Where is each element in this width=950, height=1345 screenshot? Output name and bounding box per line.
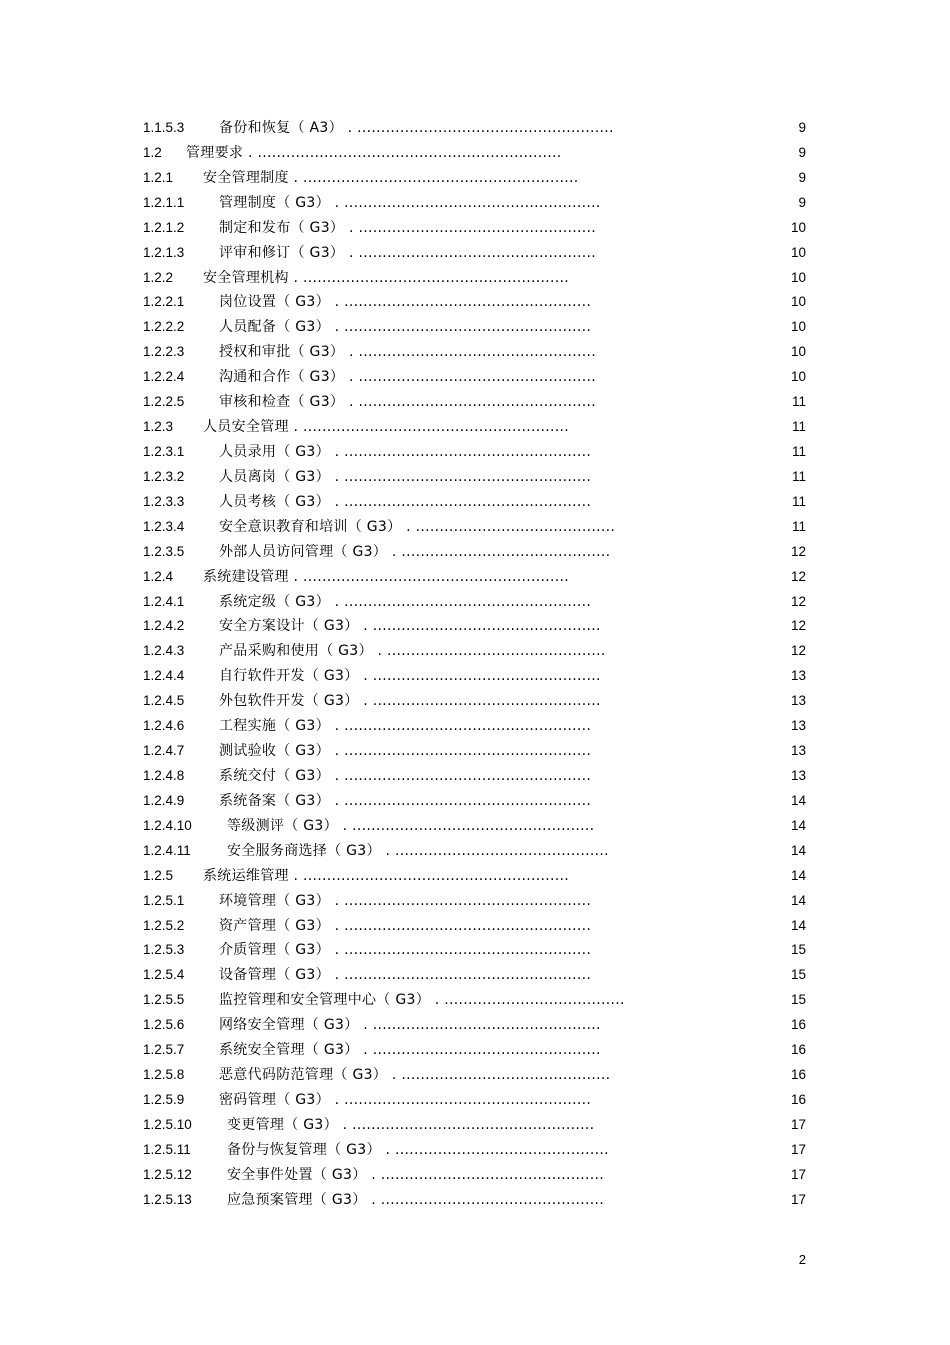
toc-entry-page: 13 (790, 767, 806, 783)
toc-entry-title: 变更管理（ G3） . ................................................... (227, 1116, 595, 1133)
toc-entry[interactable] (0, 714, 950, 739)
toc-entry-page: 14 (790, 917, 806, 933)
toc-entry-page: 14 (790, 842, 806, 858)
toc-entry-title: 应急预案管理（ G3） . ............................................... (227, 1191, 605, 1208)
toc-entry-number: 1.2.5.7 (143, 1042, 185, 1058)
toc-entry-number: 1.2.4.2 (143, 618, 185, 634)
table-of-contents (0, 116, 950, 1213)
toc-entry[interactable] (0, 515, 950, 540)
toc-entry-number: 1.2.1.2 (143, 219, 185, 235)
toc-entry-page: 14 (790, 792, 806, 808)
toc-entry-page: 11 (791, 419, 806, 435)
toc-entry[interactable] (0, 814, 950, 839)
toc-entry[interactable] (0, 614, 950, 639)
toc-entry-title: 人员安全管理 . ........................................................ (203, 419, 570, 436)
toc-entry-page: 10 (790, 319, 806, 335)
toc-entry-page: 16 (790, 1042, 806, 1058)
toc-entry-number: 1.2.2.1 (143, 294, 185, 310)
toc-entry-number: 1.2.2.3 (143, 344, 185, 360)
toc-entry[interactable] (0, 340, 950, 365)
toc-entry-page: 11 (791, 468, 806, 484)
toc-entry[interactable] (0, 1088, 950, 1113)
toc-entry-page: 16 (790, 1091, 806, 1107)
toc-entry-title: 管理制度（ G3） . ...................................................... (219, 194, 601, 211)
toc-entry-page: 12 (790, 618, 806, 634)
toc-entry-number: 1.2.1.3 (143, 244, 185, 260)
toc-entry-number: 1.2.5.2 (143, 917, 185, 933)
toc-entry-title: 授权和审批（ G3） . .................................................. (219, 344, 596, 361)
toc-entry-title: 等级测评（ G3） . ................................................... (227, 817, 595, 834)
toc-entry[interactable] (0, 789, 950, 814)
toc-entry[interactable] (0, 1163, 950, 1188)
toc-entry[interactable] (0, 988, 950, 1013)
toc-entry-page: 15 (790, 992, 806, 1008)
toc-entry[interactable] (0, 390, 950, 415)
toc-entry[interactable] (0, 490, 950, 515)
toc-entry[interactable] (0, 1038, 950, 1063)
toc-entry-title: 管理要求 . ................................................................ (186, 144, 562, 161)
toc-entry-page: 9 (798, 144, 806, 160)
toc-entry-page: 13 (790, 743, 806, 759)
toc-entry[interactable] (0, 864, 950, 889)
toc-entry-title: 人员考核（ G3） . .................................................... (219, 493, 592, 510)
toc-entry-number: 1.2.3.4 (143, 518, 185, 534)
toc-entry-number: 1.1.5.3 (143, 120, 185, 135)
toc-entry-title: 制定和发布（ G3） . .................................................. (219, 219, 596, 236)
toc-entry-number: 1.2.4.9 (143, 792, 185, 808)
toc-entry-number: 1.2.4.3 (143, 643, 185, 659)
toc-entry-page: 12 (790, 593, 806, 609)
toc-entry-title: 测试验收（ G3） . .................................................... (219, 743, 592, 760)
toc-entry-title: 密码管理（ G3） . .................................................... (219, 1091, 592, 1108)
toc-entry[interactable] (0, 764, 950, 789)
toc-entry-page: 12 (790, 643, 806, 659)
toc-entry-title: 系统运维管理 . ........................................................ (203, 867, 570, 884)
toc-entry-page: 17 (790, 1141, 806, 1157)
toc-entry-number: 1.2.2.5 (143, 394, 185, 410)
toc-entry-page: 17 (790, 1191, 806, 1207)
toc-entry-page: 9 (798, 194, 806, 210)
toc-entry-number: 1.2.3.2 (143, 468, 185, 484)
page-number: 2 (798, 1252, 806, 1267)
toc-entry-number: 1.2.5.8 (143, 1067, 185, 1083)
toc-entry-page: 10 (790, 294, 806, 310)
toc-entry-number: 1.2.4.10 (143, 817, 192, 833)
toc-entry-title: 备份和恢复（ A3） . ...................................................... (219, 120, 614, 136)
toc-entry-number: 1.2 (143, 144, 162, 160)
toc-entry[interactable] (0, 191, 950, 216)
toc-entry-page: 15 (790, 942, 806, 958)
toc-entry-title: 产品采购和使用（ G3） . .............................................. (219, 643, 606, 660)
toc-entry-title: 设备管理（ G3） . .................................................... (219, 967, 592, 984)
toc-entry-page: 10 (790, 219, 806, 235)
toc-entry-page: 15 (790, 967, 806, 983)
toc-entry-title: 系统安全管理（ G3） . ................................................ (219, 1042, 601, 1059)
toc-entry[interactable] (0, 415, 950, 440)
toc-entry-number: 1.2.5.5 (143, 992, 185, 1008)
toc-entry[interactable] (0, 216, 950, 241)
toc-entry-title: 安全管理机构 . ........................................................ (203, 269, 570, 286)
toc-entry[interactable] (0, 1138, 950, 1163)
toc-entry-title: 人员录用（ G3） . .................................................... (219, 443, 592, 460)
toc-entry-number: 1.2.4.8 (143, 767, 185, 783)
toc-entry-title: 安全意识教育和培训（ G3） . .......................................... (219, 518, 616, 535)
toc-entry-number: 1.2.4.4 (143, 668, 185, 684)
toc-entry[interactable] (0, 590, 950, 615)
toc-entry-page: 16 (790, 1067, 806, 1083)
toc-entry[interactable] (0, 290, 950, 315)
toc-entry[interactable] (0, 889, 950, 914)
toc-entry-number: 1.2.5.3 (143, 942, 185, 958)
toc-entry-title: 安全方案设计（ G3） . ................................................ (219, 618, 601, 635)
toc-entry[interactable] (0, 1188, 950, 1213)
toc-entry-number: 1.2.5.12 (143, 1166, 192, 1182)
toc-entry-title: 系统定级（ G3） . .................................................... (219, 593, 592, 610)
toc-entry[interactable] (0, 440, 950, 465)
toc-entry-number: 1.2.1 (143, 169, 174, 185)
toc-entry[interactable] (0, 315, 950, 340)
toc-entry-number: 1.2.5.11 (143, 1141, 191, 1157)
toc-entry-number: 1.2.4.1 (143, 593, 185, 609)
toc-entry[interactable] (0, 963, 950, 988)
toc-entry-title: 资产管理（ G3） . .................................................... (219, 917, 592, 934)
toc-entry-number: 1.2.5.9 (143, 1091, 185, 1107)
toc-entry[interactable] (0, 141, 950, 166)
toc-entry-number: 1.2.3.3 (143, 493, 185, 509)
toc-entry[interactable] (0, 689, 950, 714)
toc-entry-page: 17 (790, 1166, 806, 1182)
toc-entry-page: 13 (790, 668, 806, 684)
toc-entry-page: 16 (790, 1017, 806, 1033)
toc-entry-page: 9 (798, 120, 806, 135)
toc-entry-title: 审核和检查（ G3） . .................................................. (219, 394, 596, 411)
toc-entry[interactable] (0, 116, 950, 141)
toc-entry-title: 系统建设管理 . ........................................................ (203, 568, 570, 585)
toc-entry-page: 11 (791, 518, 806, 534)
toc-entry-page: 10 (790, 244, 806, 260)
toc-entry-page: 14 (790, 867, 806, 883)
toc-entry-title: 人员离岗（ G3） . .................................................... (219, 468, 592, 485)
toc-entry-title: 外包软件开发（ G3） . ................................................ (219, 693, 601, 710)
toc-entry-number: 1.2.3.1 (143, 443, 185, 459)
toc-entry[interactable] (0, 241, 950, 266)
toc-entry[interactable] (0, 166, 950, 191)
toc-entry-number: 1.2.2 (143, 269, 174, 285)
toc-entry-page: 11 (791, 443, 806, 459)
toc-entry-number: 1.2.2.4 (143, 369, 185, 385)
toc-entry-number: 1.2.5.6 (143, 1017, 185, 1033)
toc-entry-title: 系统交付（ G3） . .................................................... (219, 767, 592, 784)
toc-entry[interactable] (0, 1063, 950, 1088)
toc-entry-page: 11 (791, 493, 806, 509)
toc-entry-page: 14 (790, 892, 806, 908)
toc-entry[interactable] (0, 465, 950, 490)
toc-entry-number: 1.2.4.6 (143, 718, 185, 734)
toc-entry-number: 1.2.2.2 (143, 319, 185, 335)
toc-entry-number: 1.2.3.5 (143, 543, 185, 559)
toc-entry-title: 环境管理（ G3） . .................................................... (219, 892, 592, 909)
toc-entry-title: 外部人员访问管理（ G3） . ............................................ (219, 543, 611, 560)
toc-entry[interactable] (0, 664, 950, 689)
toc-entry[interactable] (0, 914, 950, 939)
toc-entry-number: 1.2.4.11 (143, 842, 191, 858)
toc-entry-title: 安全管理制度 . .......................................................... (203, 169, 579, 186)
toc-entry-page: 14 (790, 817, 806, 833)
toc-entry-number: 1.2.5 (143, 867, 174, 883)
toc-entry-title: 安全事件处置（ G3） . ............................................... (227, 1166, 605, 1183)
toc-entry-title: 监控管理和安全管理中心（ G3） . ...................................... (219, 992, 625, 1009)
toc-entry-number: 1.2.1.1 (143, 194, 185, 210)
toc-entry-title: 沟通和合作（ G3） . .................................................. (219, 369, 596, 386)
toc-entry-title: 介质管理（ G3） . .................................................... (219, 942, 592, 959)
toc-entry-title: 工程实施（ G3） . .................................................... (219, 718, 592, 735)
toc-entry-title: 人员配备（ G3） . .................................................... (219, 319, 592, 336)
toc-entry-title: 安全服务商选择（ G3） . ............................................. (227, 842, 609, 859)
toc-entry[interactable] (0, 639, 950, 664)
toc-entry[interactable] (0, 365, 950, 390)
toc-entry-page: 17 (790, 1116, 806, 1132)
toc-entry-page: 12 (790, 568, 806, 584)
toc-entry-title: 自行软件开发（ G3） . ................................................ (219, 668, 601, 685)
toc-entry[interactable] (0, 1113, 950, 1138)
toc-entry-number: 1.2.4.7 (143, 743, 185, 759)
toc-entry-number: 1.2.5.1 (143, 892, 185, 908)
toc-entry[interactable] (0, 938, 950, 963)
toc-entry-page: 11 (791, 394, 806, 410)
toc-entry-title: 评审和修订（ G3） . .................................................. (219, 244, 596, 261)
toc-entry[interactable] (0, 1013, 950, 1038)
toc-entry-page: 9 (798, 169, 806, 185)
toc-entry-page: 13 (790, 718, 806, 734)
toc-entry[interactable] (0, 540, 950, 565)
toc-entry[interactable] (0, 839, 950, 864)
toc-entry-title: 网络安全管理（ G3） . ................................................ (219, 1017, 601, 1034)
toc-entry-title: 备份与恢复管理（ G3） . ............................................. (227, 1141, 609, 1158)
toc-entry-title: 恶意代码防范管理（ G3） . ............................................ (219, 1067, 611, 1084)
toc-entry-number: 1.2.4.5 (143, 693, 185, 709)
toc-entry-number: 1.2.5.10 (143, 1116, 192, 1132)
toc-entry-page: 12 (790, 543, 806, 559)
toc-entry[interactable] (0, 565, 950, 590)
toc-entry-number: 1.2.5.4 (143, 967, 185, 983)
toc-entry-page: 10 (790, 369, 806, 385)
toc-entry-number: 1.2.5.13 (143, 1191, 192, 1207)
toc-entry-number: 1.2.4 (143, 568, 174, 584)
toc-entry-title: 岗位设置（ G3） . .................................................... (219, 294, 592, 311)
toc-entry-page: 10 (790, 344, 806, 360)
toc-entry-page: 10 (790, 269, 806, 285)
toc-entry[interactable] (0, 739, 950, 764)
toc-entry-title: 系统备案（ G3） . .................................................... (219, 792, 592, 809)
toc-entry[interactable] (0, 266, 950, 291)
toc-entry-page: 13 (790, 693, 806, 709)
toc-entry-number: 1.2.3 (143, 419, 174, 435)
